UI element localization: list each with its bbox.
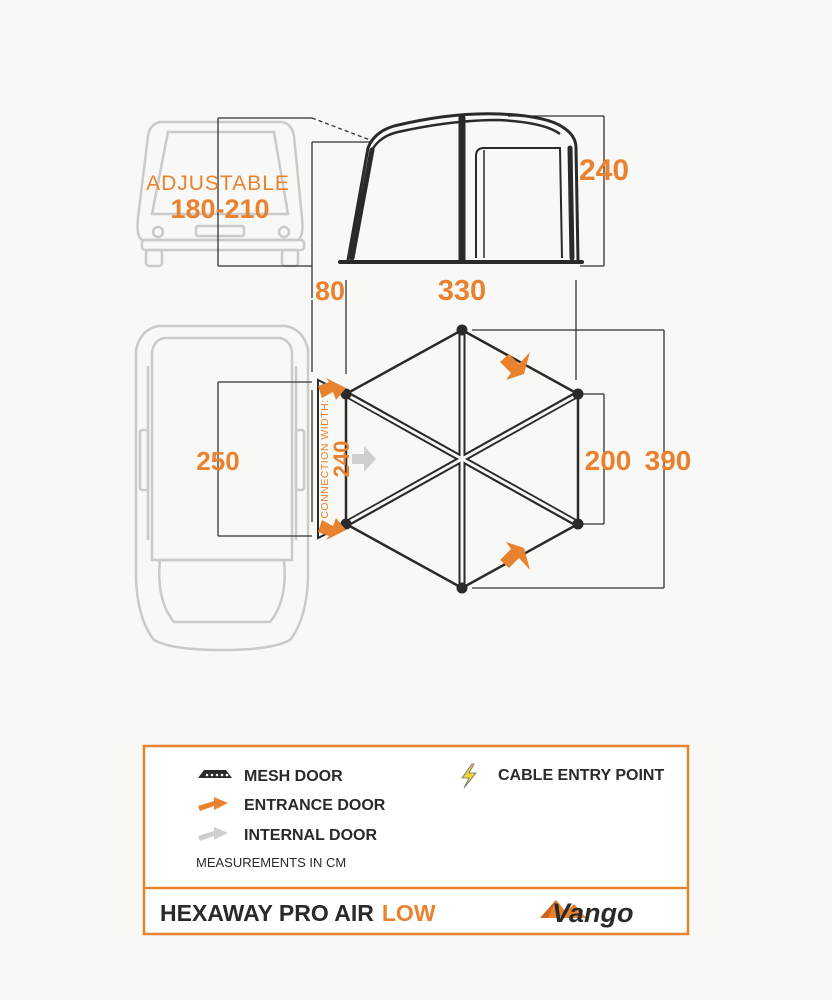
connection-width-value: 240 <box>329 440 354 478</box>
connection-gap-value: 80 <box>314 276 346 306</box>
mesh-door-icon <box>198 770 232 778</box>
car-depth-value: 250 <box>196 446 240 476</box>
inner-depth-value: 200 <box>584 445 632 476</box>
tent-side-outline <box>340 114 582 262</box>
brand-name: Vango <box>552 898 634 928</box>
legend-entrance-door-label: ENTRANCE DOOR <box>244 797 386 814</box>
legend-box <box>144 746 688 934</box>
vango-logo <box>540 898 634 928</box>
tent-width-value: 330 <box>437 275 487 307</box>
connection-width-label: CONNECTION WIDTH: <box>319 399 331 519</box>
adjustable-height-value: 180-210 <box>170 194 270 224</box>
product-title <box>160 900 436 926</box>
car-top-outline <box>136 326 308 650</box>
measurements-note: MEASUREMENTS IN CM <box>196 855 347 870</box>
product-variant: LOW <box>381 900 436 926</box>
product-name: HEXAWAY PRO AIR <box>160 900 374 926</box>
tent-height-value: 240 <box>578 154 630 187</box>
entrance-door-arrow-icon <box>500 352 530 380</box>
legend-cable-entry-label: CABLE ENTRY POINT <box>498 767 665 784</box>
legend-internal-door-label: INTERNAL DOOR <box>244 827 378 844</box>
legend-mesh-door-label: MESH DOOR <box>244 768 343 785</box>
plan-view <box>136 275 691 650</box>
side-view <box>138 114 630 298</box>
total-depth-value: 390 <box>644 445 692 476</box>
internal-door-arrow-icon <box>352 446 376 472</box>
adjustable-label: ADJUSTABLE <box>146 172 290 195</box>
